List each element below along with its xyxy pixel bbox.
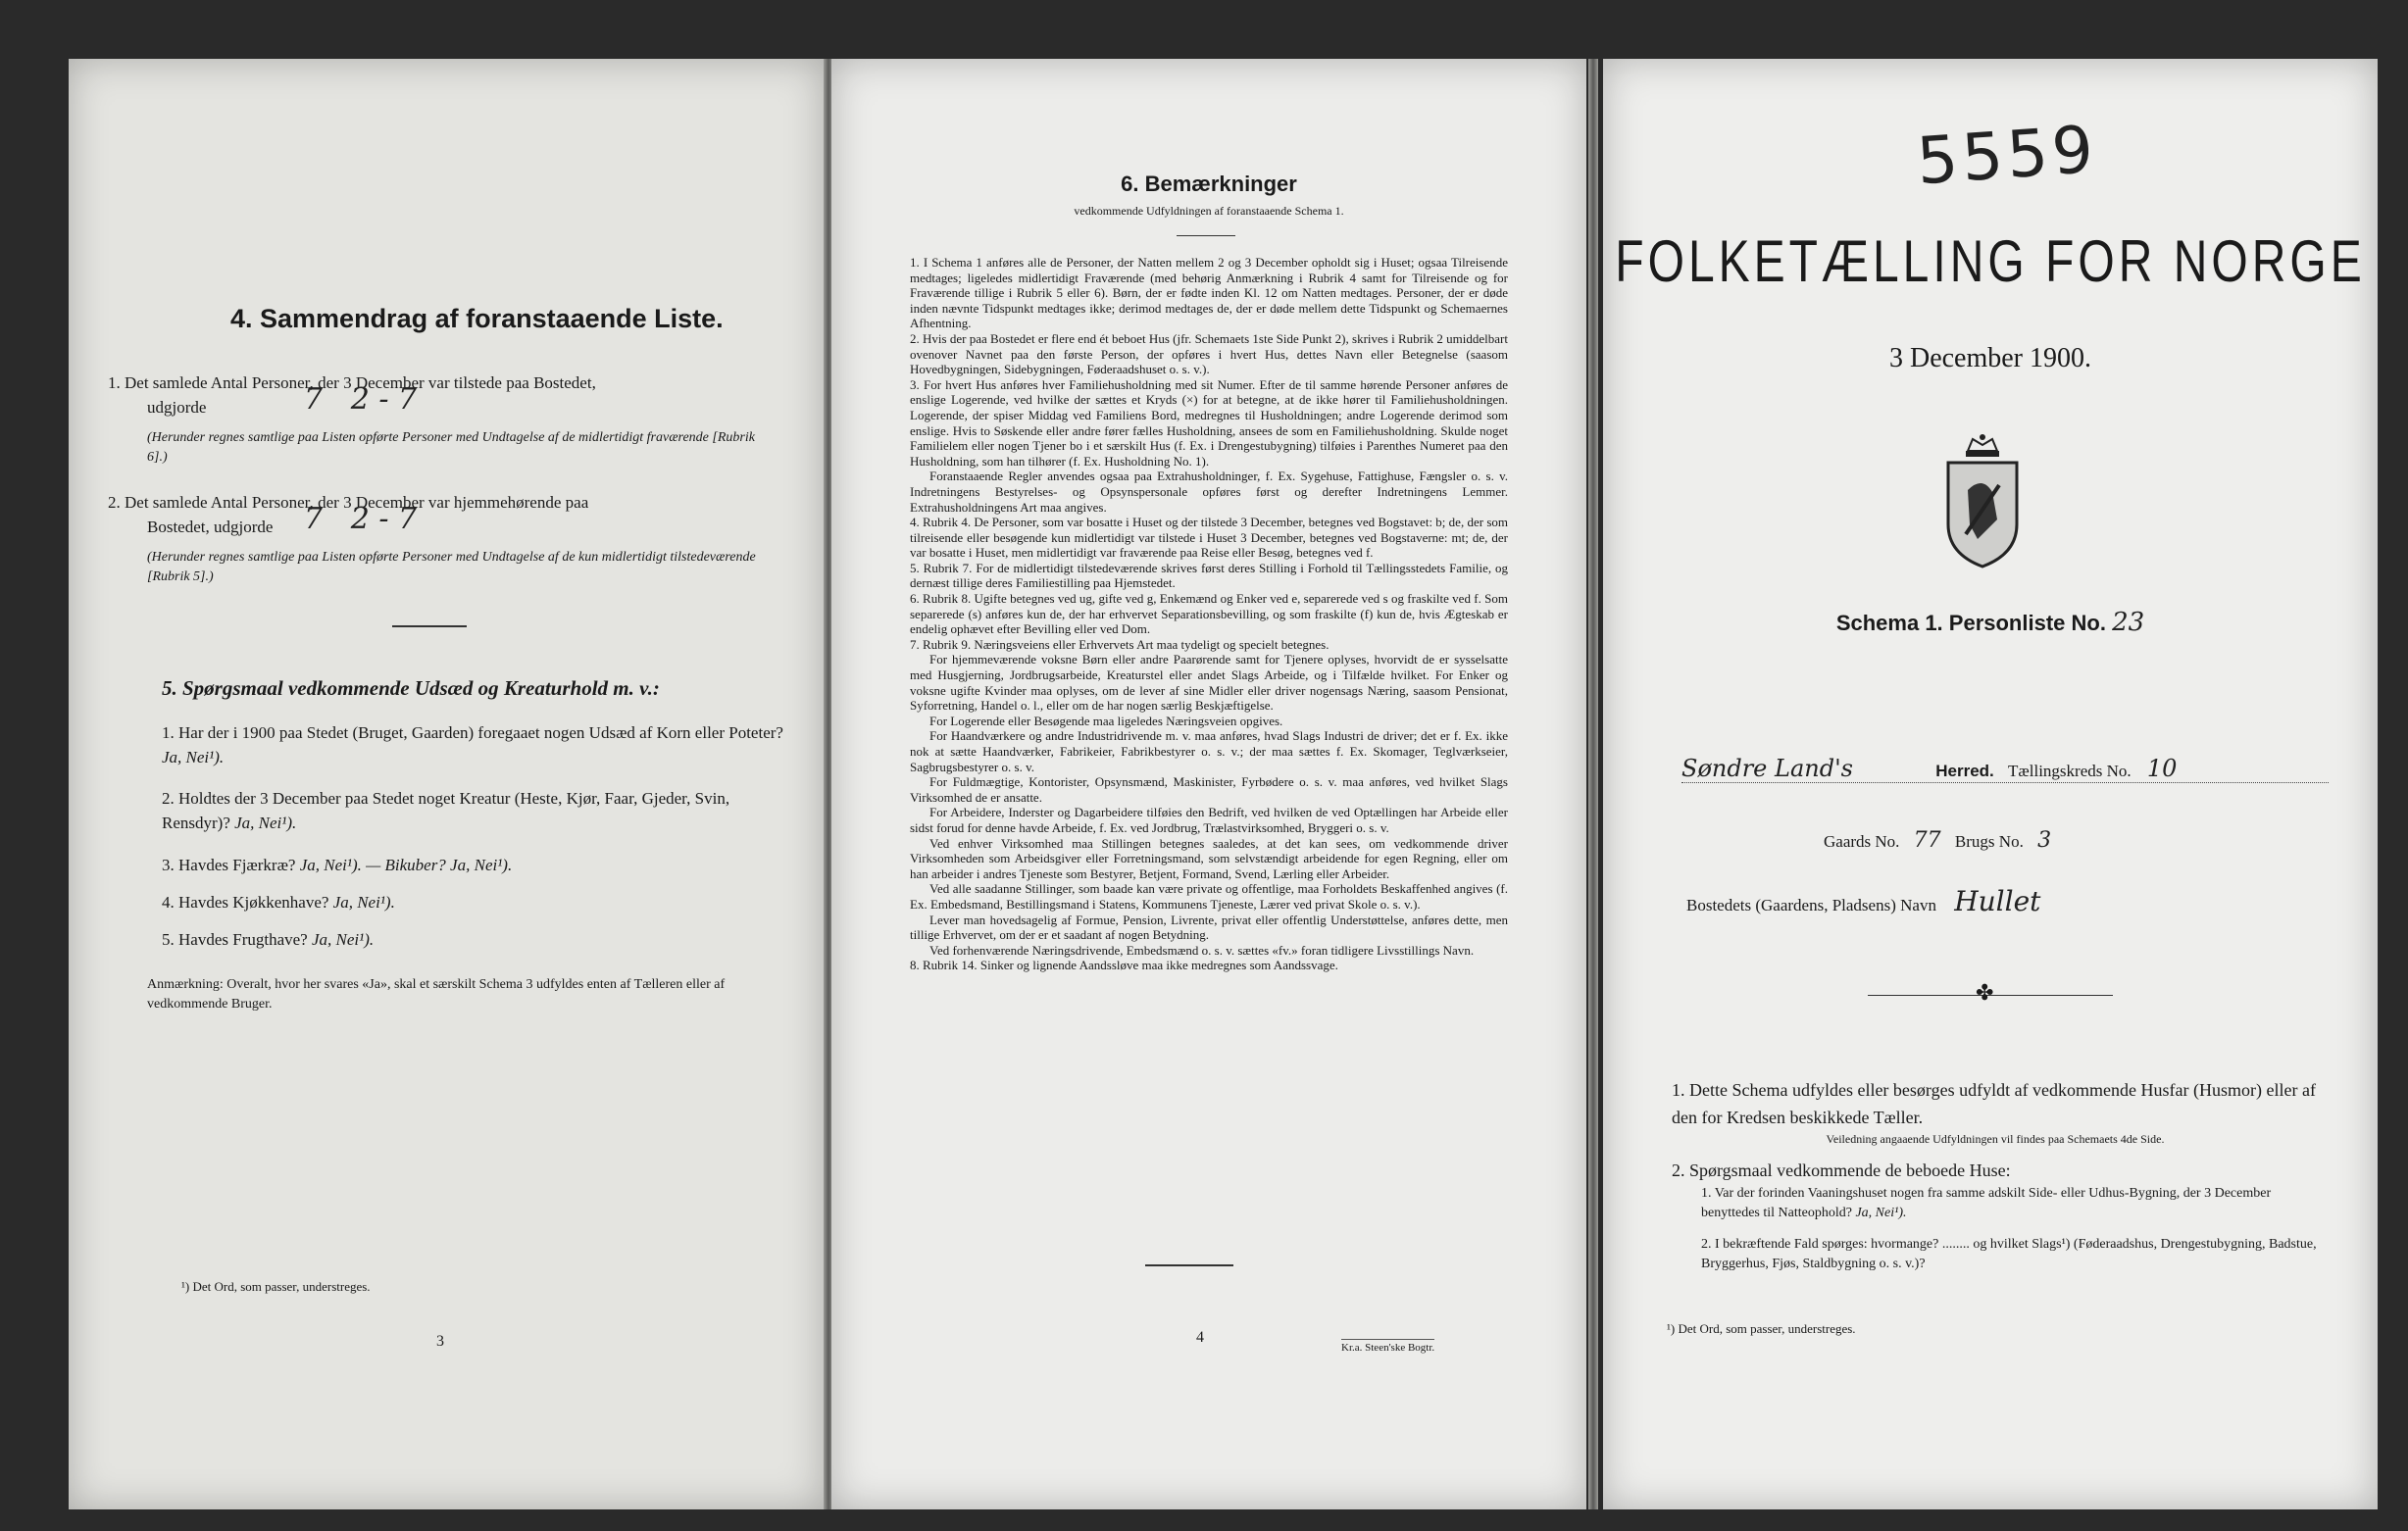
herred-field <box>1681 755 2329 783</box>
section-4-title: 4. Sammendrag af foranstaaende Liste. <box>230 304 724 333</box>
bosted-field <box>1686 885 2040 917</box>
herred-handwriting: Søndre Land's <box>1681 755 1853 782</box>
remark-paragraph: 4. Rubrik 4. De Personer, som var bosatte i Huset og der tilstede 3 December, betegnes ved Bogstavet: b; de, der som tilreisende eller besøgende kun midlertidigt var tilstede i Huset 3 December, betegnes ved Bogstaverne: mt; de, der var bosatte i Huset, men midlertidigt var fraværende paa Reise eller Besøg, betegnes ved f. <box>910 515 1508 561</box>
summary-item-2-handwriting: 7 2 - 7 <box>304 502 418 536</box>
brugs-label: Brugs No. <box>1954 832 2024 851</box>
remark-paragraph: For Logerende eller Besøgende maa ligeledes Næringsveien opgives. <box>929 713 1283 728</box>
gaards-handwriting: 77 <box>1913 828 1941 853</box>
question-4-answer: Ja, Nei¹). <box>332 893 395 912</box>
census-date: 3 December 1900. <box>1888 343 2092 373</box>
question-5-answer: Ja, Nei¹). <box>311 930 375 949</box>
ornament-icon: ✤ <box>1976 980 1994 1005</box>
remark-paragraph: Ved forhenværende Næringsdrivende, Embedsmænd o. s. v. sættes «fv.» foran tidligere Livsstillings Navn. <box>929 942 1475 958</box>
remarks-body <box>910 255 1508 973</box>
summary-item-1-handwriting: 7 2 - 7 <box>304 382 418 417</box>
instruction-2-q1 <box>1701 1184 2319 1223</box>
question-4 <box>162 890 789 914</box>
instruction-2 <box>1672 1157 2319 1274</box>
title-page <box>1603 59 2378 1509</box>
herred-label: Herred. <box>1935 762 1994 780</box>
remark-paragraph: 7. Rubrik 9. Næringsveiens eller Erhvervets Art maa tydeligt og specielt betegnes. <box>910 636 1329 652</box>
question-4-text: 4. Havdes Kjøkkenhave? <box>162 893 329 912</box>
kreds-label: Tællingskreds No. <box>2008 762 2132 780</box>
summary-item-1-label: udgjorde <box>147 398 207 417</box>
summary-item-2-label: Bostedet, udgjorde <box>147 518 274 536</box>
remark-paragraph: 1. I Schema 1 anføres alle de Personer, der Natten mellem 2 og 3 December opholdt sig i Huset; ogsaa Tilreisende medtages; ligeledes midlertidigt Fraværende (med behørig Anmærkning i Rubrik 4 samt for Tilreisende og for Fraværende tillige i Rubrik 5 eller 6). Børn, der er fødte inden Kl. 12 om Natten medtages. Personer, der er døde inden nævnte Tidspunkt medtages ikke; derimod medtages de, der er døde mellem dette Tidspunkt og Schemaernes Afhentning. <box>910 255 1508 331</box>
bosted-label: Bostedets (Gaardens, Pladsens) Navn <box>1686 896 1936 914</box>
remark-paragraph: 8. Rubrik 14. Sinker og lignende Aandssløve maa ikke medregnes som Aandssvage. <box>910 958 1338 973</box>
remark-paragraph: Lever man hovedsagelig af Formue, Pension, Livrente, privat eller offentlig Understøttelse, anføres dette, men tillige Erhvervet, om der er et saadant af nogen Betydning. <box>910 912 1508 943</box>
question-2-text: 2. Holdtes der 3 December paa Stedet noget Kreatur (Heste, Kjør, Faar, Gjeder, Svin, Rensdyr)? <box>162 789 730 832</box>
page-number: 4 <box>1196 1329 1204 1346</box>
divider <box>1145 1264 1233 1266</box>
remark-paragraph: 5. Rubrik 7. For de midlertidigt tilstedeværende skrives først deres Stilling i Forhold til Tællingsstedets Familie, og dernæst tillige deres Familiestilling paa Hjemstedet. <box>910 560 1508 591</box>
kreds-handwriting: 10 <box>2146 755 2178 782</box>
page-fold <box>1588 59 1598 1509</box>
instruction-2-q2: 2. I bekræftende Fald spørges: hvormange? ........ og hvilket Slags¹) (Føderaadshus, Drengestubygning, Badstue, Bryggerhus, Fjøs, Staldbygning o. s. v.)? <box>1701 1237 2317 1271</box>
remarks-title: 6. Bemærkninger <box>1121 172 1297 196</box>
summary-item-2-text: 2. Det samlede Antal Personer, der 3 December var hjemmehørende paa <box>108 493 589 512</box>
question-5-text: 5. Havdes Frugthave? <box>162 930 308 949</box>
instruction-1-note: Veiledning angaaende Udfyldningen vil findes paa Schemaets 4de Side. <box>1826 1132 2165 1146</box>
remark-paragraph: For Arbeidere, Inderster og Dagarbeidere tilføies den Bedrift, ved hvilken de ved Optællingen har Arbeide eller sidst forud for denne havde Arbeide, f. Ex. ved Jordbrug, Trælastvirksomhed, Bryggeri o. s. v. <box>910 805 1508 835</box>
footnote: ¹) Det Ord, som passer, understreges. <box>1667 1321 1856 1336</box>
section-5-title: 5. Spørgsmaal vedkommende Udsæd og Kreaturhold m. v.: <box>162 676 660 700</box>
instruction-2-q1-text: 1. Var der forinden Vaaningshuset nogen fra samme adskilt Side- eller Udhus-Bygning, der 3 December benyttedes til Natteophold? <box>1701 1186 2272 1220</box>
remark-paragraph: 6. Rubrik 8. Ugifte betegnes ved ug, gifte ved g, Enkemænd og Enker ved e, separerede ved s og fraskilte ved f. Som separerede (s) anføres kun de, der har erhvervet Separationsbevilling, og som fraskilte (f) kun de, hvis Ægteskab er endelig ophævet efter Bevilling eller ved Dom. <box>910 591 1508 637</box>
schema-label: Schema 1. Personliste No. <box>1835 611 2106 635</box>
summary-item-2-note: (Herunder regnes samtlige paa Listen opførte Personer med Undtagelse af de kun midlertidigt tilstedeværende [Rubrik 5].) <box>147 550 756 584</box>
instruction-2-q1-answer: Ja, Nei¹). <box>1855 1206 1907 1220</box>
norwegian-coat-of-arms-icon <box>1938 431 2027 568</box>
footnote: ¹) Det Ord, som passer, understreges. <box>181 1279 371 1294</box>
remark-paragraph: For Fuldmægtige, Kontorister, Opsynsmænd, Maskinister, Fyrbødere o. s. v. maa anføres, ved hvilket Slags Virksomhed de er ansatte. <box>910 774 1508 805</box>
schema-number-handwriting: 23 <box>2112 608 2145 637</box>
summary-item-1-text: 1. Det samlede Antal Personer, der 3 December var tilstede paa Bostedet, <box>108 373 596 392</box>
archive-number-handwriting: 5559 <box>1914 111 2100 200</box>
question-1-answer: Ja, Nei¹). <box>162 748 225 766</box>
printer-imprint: Kr.a. Steen'ske Bogtr. <box>1341 1339 1434 1354</box>
brugs-handwriting: 3 <box>2037 828 2052 853</box>
bosted-handwriting: Hullet <box>1954 885 2041 917</box>
remark-paragraph: Foranstaaende Regler anvendes ogsaa paa Extrahusholdninger, f. Ex. Sygehuse, Fattighuse, Fængsler o. s. v. Indretningens Bestyrelses- og Opsynspersonale opføres først og derefter Indretningens Lemmer. Extrahusholdningens Art maa angives. <box>910 469 1508 515</box>
question-5 <box>162 927 789 952</box>
divider <box>392 625 467 627</box>
remark-note: Anmærkning: Overalt, hvor her svares «Ja», skal et særskilt Schema 3 udfyldes enten af Tælleren eller af vedkommende Bruger. <box>147 977 726 1012</box>
instruction-2-text: 2. Spørgsmaal vedkommende de beboede Huse: <box>1672 1161 2011 1180</box>
page-number: 3 <box>436 1333 444 1350</box>
gaards-label: Gaards No. <box>1824 832 1900 851</box>
question-2-answer: Ja, Nei¹). <box>234 814 297 832</box>
page-4 <box>831 59 1586 1509</box>
remark-paragraph: For Haandværkere og andre Industridrivende m. v. maa anføres, hvad Slags Industri de driver; det er f. Ex. ikke nok at sætte Haandværker, Fabrikeier, Fabrikbestyrer o. s. v.; der maa sættes f. Ex. Skomager, Teglværkseier, Sagbrugsbestyrer o. s. v. <box>910 728 1508 774</box>
question-3 <box>162 853 789 877</box>
summary-item-1-note: (Herunder regnes samtlige paa Listen opførte Personer med Undtagelse af de midlertidigt fraværende [Rubrik 6].) <box>147 430 755 465</box>
summary-item-1 <box>108 370 775 468</box>
remark-paragraph: Ved alle saadanne Stillinger, som baade kan være private og offentlige, maa Forholdets Beskaffenhed angives (f. Ex. Embedsmand, Bestillingsmand i Statens, Kommunens Tjeneste, Lærer ved privat Skole o. s. v.). <box>910 881 1508 912</box>
question-1 <box>162 720 789 769</box>
remark-paragraph: Ved enhver Virksomhed maa Stillingen betegnes saaledes, at det kan sees, om vedkommende driver Virksomheden som Arbeidsgiver eller Forretningsmand, som selvstændigt arbeidende for egen Regning, eller om han arbeider i andres Tjeneste som Bestyrer, Betjent, Formand, Svend, Lærling eller Arbeider. <box>910 835 1508 881</box>
page-3 <box>69 59 824 1509</box>
summary-item-2 <box>108 490 775 587</box>
instruction-1 <box>1672 1076 2319 1147</box>
instruction-1-text: 1. Dette Schema udfyldes eller besørges udfyldt af vedkommende Husfar (Husmor) eller af den for Kredsen beskikkede Tæller. <box>1672 1080 2316 1127</box>
census-title: FOLKETÆLLING FOR NORGE <box>1615 229 2366 295</box>
remarks-subtitle: vedkommende Udfyldningen af foranstaaende Schema 1. <box>1074 204 1344 218</box>
question-2 <box>162 786 789 835</box>
remark-paragraph: 2. Hvis der paa Bostedet er flere end ét beboet Hus (jfr. Schemaets 1ste Side Punkt 2), skrives i Rubrik 2 umiddelbart ovenover Navnet paa den første Person, der opføres i hvert Hus, dettes Navn eller Betegnelse (saasom Hovedbygningen, Sidebygningen, Føderaadshuset o. s. v.). <box>910 330 1508 377</box>
question-1-text: 1. Har der i 1900 paa Stedet (Bruget, Gaarden) foregaaet nogen Udsæd af Korn eller Poteter? <box>162 723 783 742</box>
schema-line <box>1603 608 2378 637</box>
divider <box>1177 235 1235 236</box>
question-3-text: 3. Havdes Fjærkræ? <box>162 856 296 874</box>
remark-paragraph: 3. For hvert Hus anføres hver Familiehusholdning med sit Numer. Efter de til samme hørende Personer anføres de enslige Logerende, ved hvilke der sættes et Kryds (×) for at betegne, at de ikke hører til Familiehusholdningen. Logerende, der spiser Middag ved Familiens Bord, medregnes til Husholdningen; andre Logerende derimod som enslige. Hvis to Søskende eller andre fører fælles Husholdning, ansees de som en Familiehusholdning. Skulde noget Familielem eller nogen Tjener bo i et særskilt Hus (f. Ex. i Drengestubygning) tilføies i Parenthes Numeret paa den Husholdning, som han tilhører (f. Ex. Husholdning No. 1). <box>910 376 1508 469</box>
remark-paragraph: For hjemmeværende voksne Børn eller andre Paarørende samt for Tjenere oplyses, hvorvidt de er sysselsatte med Husgjerning, Jordbrugsarbeide, Kreaturstel eller andet Slags Arbeide, og i Tilfælde hvilket. For Enker og voksne ugifte Kvinder maa oplyses, om de lever af sine Midler eller driver nogensags Næring, saasom Pensionat, Syforretning, Handel o. l., eller om de har nogen særlig Beskjæftigelse. <box>910 652 1508 714</box>
gaards-field <box>1824 828 2051 853</box>
question-3-answer: Ja, Nei¹). — Bikuber? Ja, Nei¹). <box>299 856 513 874</box>
